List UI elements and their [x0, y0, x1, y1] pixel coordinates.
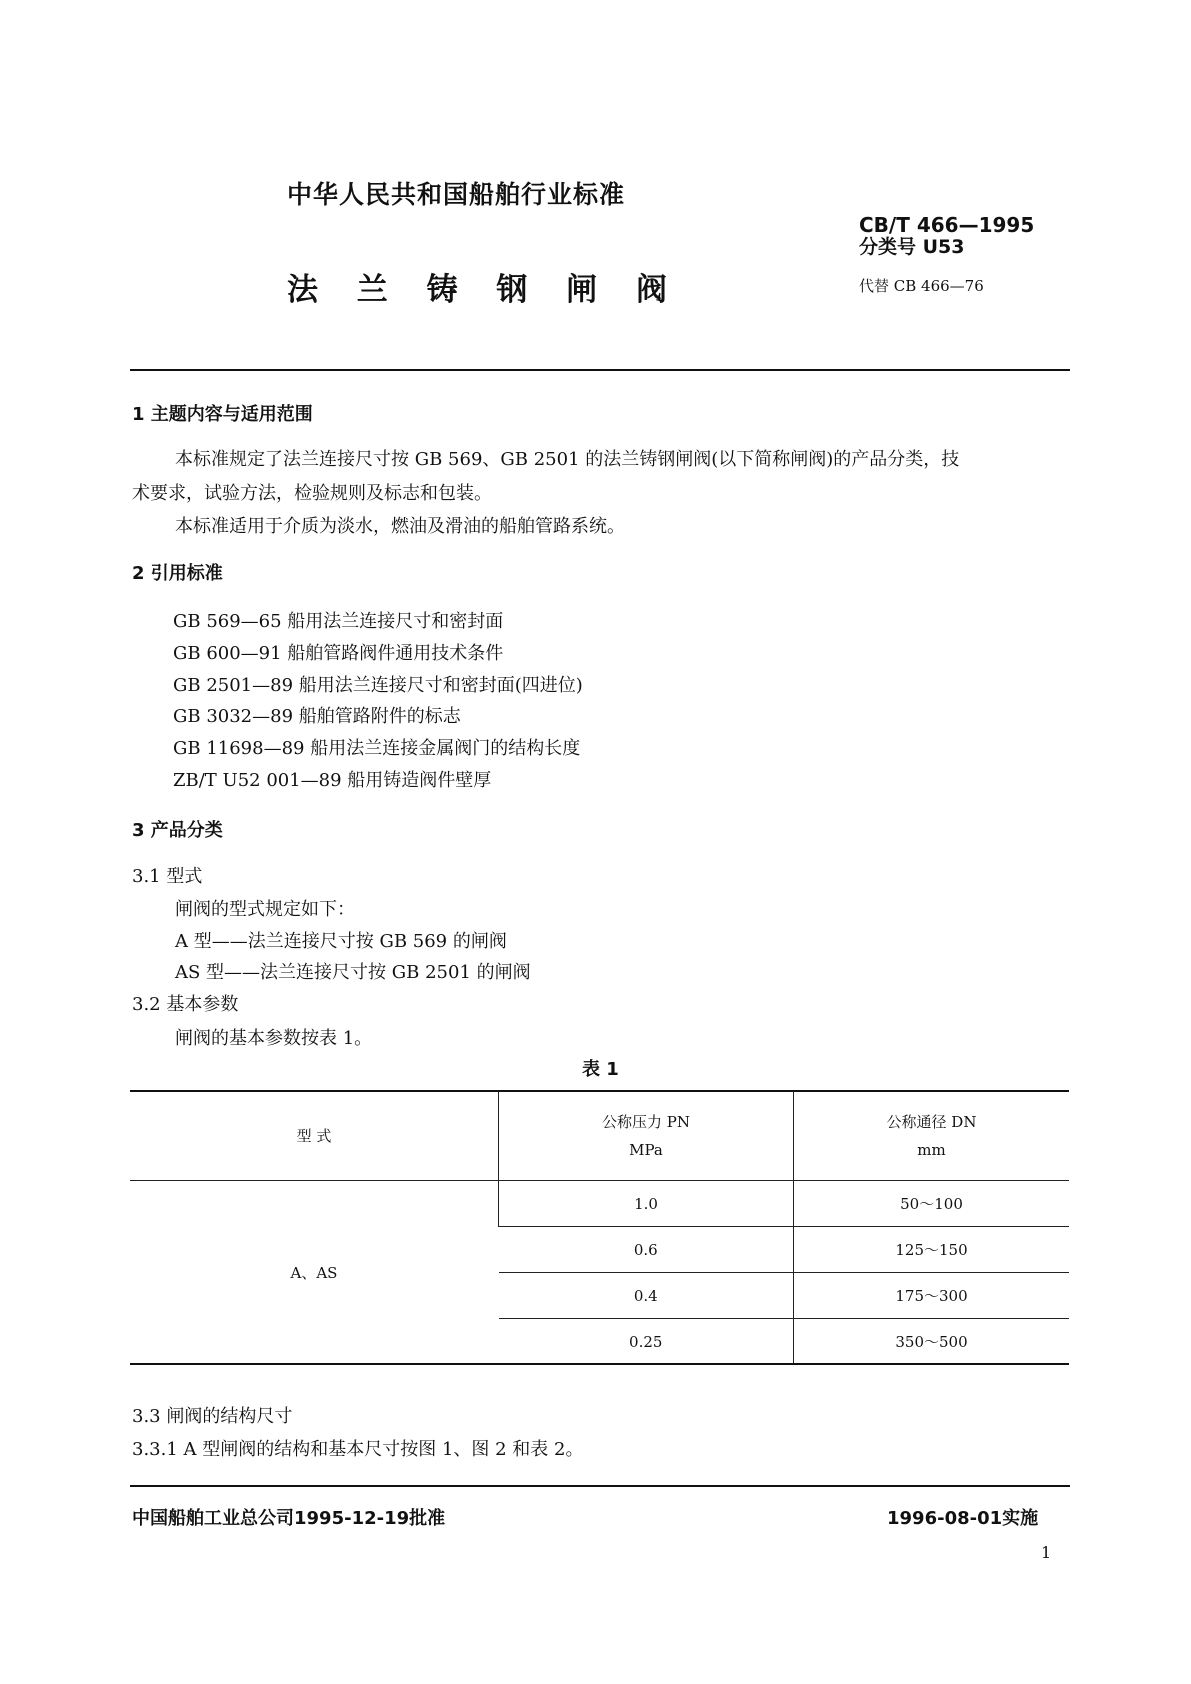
paragraph: AS 型——法兰连接尺寸按 GB 2501 的闸阀 — [175, 962, 531, 983]
paragraph: 本标准规定了法兰连接尺寸按 GB 569、GB 2501 的法兰铸钢闸阀(以下简称闸阀)的产品分类，技 — [175, 449, 960, 470]
footer-rule — [130, 1485, 1070, 1487]
paragraph: 闸阀的基本参数按表 1。 — [175, 1028, 373, 1049]
pressure-cell: 0.6 — [499, 1227, 794, 1273]
reference-item: GB 2501—89 船用法兰连接尺寸和密封面(四进位) — [173, 675, 583, 696]
org-title: 中华人民共和国船舶行业标准 — [287, 180, 626, 209]
paragraph: 3.3.1 A 型闸阀的结构和基本尺寸按图 1、图 2 和表 2。 — [132, 1439, 584, 1460]
standard-number: CB/T 466—1995 — [859, 213, 1035, 237]
subsection-heading: 3.2 基本参数 — [132, 994, 239, 1015]
paragraph: 闸阀的型式规定如下： — [175, 899, 355, 920]
effective-date: 1996-08-01实施 — [887, 1508, 1039, 1529]
pressure-cell: 0.4 — [499, 1273, 794, 1319]
replaces-note: 代替 CB 466—76 — [859, 277, 984, 295]
header-pressure — [499, 1091, 794, 1181]
section-3-heading: 3 产品分类 — [132, 820, 223, 841]
class-number: 分类号 U53 — [859, 236, 965, 258]
document-title: 法 兰 铸 钢 闸 阀 — [287, 272, 667, 308]
paragraph: 术要求，试验方法，检验规则及标志和包装。 — [132, 483, 492, 504]
section-1-heading: 1 主题内容与适用范围 — [132, 404, 313, 425]
header-diameter-label: 公称通径 DN — [886, 1112, 977, 1131]
diameter-cell: 350～500 — [794, 1319, 1070, 1365]
reference-item: ZB/T U52 001—89 船用铸造阀件壁厚 — [173, 770, 492, 791]
header-type: 型 式 — [296, 1126, 332, 1145]
table-caption: 表 1 — [582, 1059, 619, 1080]
table-bottom-rule — [130, 1363, 1069, 1365]
diameter-cell: 50～100 — [794, 1181, 1070, 1227]
reference-item: GB 600—91 船舶管路阀件通用技术条件 — [173, 643, 504, 664]
section-2-heading: 2 引用标准 — [132, 563, 223, 584]
approval-note: 中国船舶工业总公司1995-12-19批准 — [132, 1508, 446, 1529]
header-diameter — [794, 1091, 1070, 1181]
pressure-cell: 1.0 — [499, 1181, 794, 1227]
header-pressure-unit: MPa — [629, 1140, 663, 1159]
reference-item: GB 11698—89 船用法兰连接金属阀门的结构长度 — [173, 738, 581, 759]
subsection-heading: 3.1 型式 — [132, 866, 203, 887]
header-rule — [130, 369, 1070, 371]
type-cell: A、AS — [130, 1181, 499, 1365]
diameter-cell: 125～150 — [794, 1227, 1070, 1273]
page-number: 1 — [1041, 1543, 1052, 1562]
paragraph: 本标准适用于介质为淡水，燃油及滑油的船舶管路系统。 — [175, 516, 625, 537]
pressure-cell: 0.25 — [499, 1319, 794, 1365]
paragraph: A 型——法兰连接尺寸按 GB 569 的闸阀 — [175, 931, 507, 952]
header-pressure-label: 公称压力 PN — [602, 1112, 690, 1131]
subsection-heading: 3.3 闸阀的结构尺寸 — [132, 1406, 293, 1427]
header-diameter-unit: mm — [917, 1140, 946, 1159]
parameters-table — [130, 1091, 1069, 1364]
table-row — [130, 1181, 1069, 1227]
reference-item: GB 3032—89 船舶管路附件的标志 — [173, 706, 461, 727]
reference-item: GB 569—65 船用法兰连接尺寸和密封面 — [173, 611, 504, 632]
diameter-cell: 175～300 — [794, 1273, 1070, 1319]
